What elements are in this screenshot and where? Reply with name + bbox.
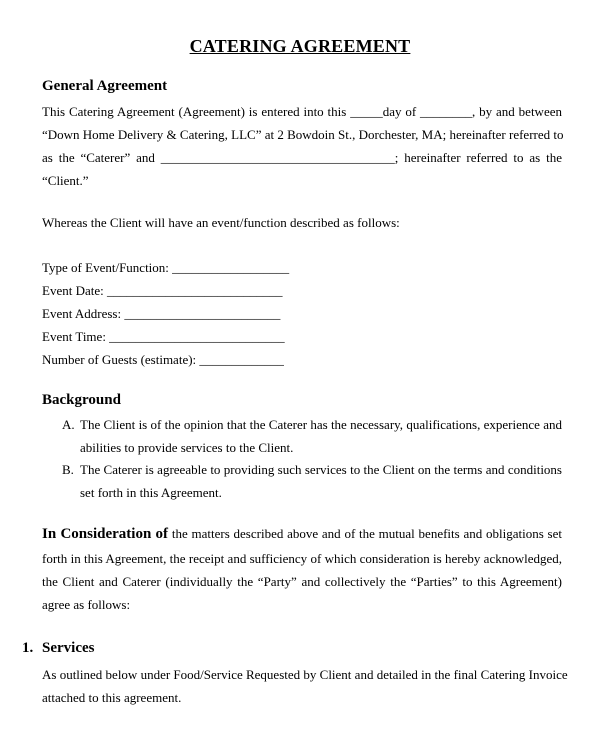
general-agreement-heading: General Agreement [42,78,168,94]
document-title: CATERING AGREEMENT [189,36,411,56]
services-number: 1. [22,640,34,656]
field-event-type: Type of Event/Function: __________________ [42,260,290,275]
field-event-date: Event Date: ___________________________ [42,283,283,298]
services-line-1: As outlined below under Food/Service Requested by Client and detailed in the final Catering Invoice [42,667,568,682]
services-title: Services [42,640,95,656]
field-event-address: Event Address: ________________________ [42,306,281,321]
background-item-a-marker: A. [62,417,75,432]
services-heading [22,640,94,657]
background-item-b-line-2: set forth in this Agreement. [80,485,222,500]
consideration-line-1 [42,526,562,543]
background-item-a-line-1: The Client is of the opinion that the Caterer has the necessary, qualifications, experience and [80,417,562,432]
whereas-text: Whereas the Client will have an event/function described as follows: [42,215,400,230]
consideration-line-4: agree as follows: [42,597,131,612]
consideration-lead: In Consideration of [42,526,169,542]
background-heading: Background [42,392,121,408]
general-line-4: “Client.” [42,173,89,188]
services-line-2: attached to this agreement. [42,690,182,705]
general-line-3: as the “Caterer” and ____________________________________; hereinafter referred to as the [42,150,562,165]
background-item-b-line-1: The Caterer is agreeable to providing such services to the Client on the terms and conditions [80,462,562,477]
general-line-1: This Catering Agreement (Agreement) is entered into this _____day of ________, by and between [42,104,562,119]
consideration-line-1-text: the matters described above and of the mutual benefits and obligations set [171,526,562,541]
background-item-b-marker: B. [62,462,74,477]
general-line-2: “Down Home Delivery & Catering, LLC” at 2 Bowdoin St., Dorchester, MA; hereinafter referred to [42,127,564,142]
background-item-a-line-2: abilities to provide services to the Client. [80,440,294,455]
consideration-line-2: forth in this Agreement, the receipt and sufficiency of which consideration is hereby acknowledged, [42,551,562,566]
consideration-line-3: the Client and Caterer (individually the “Party” and collectively the “Parties” to this Agreement) [42,574,562,589]
field-guest-count: Number of Guests (estimate): _____________ [42,352,284,367]
field-event-time: Event Time: ___________________________ [42,329,285,344]
